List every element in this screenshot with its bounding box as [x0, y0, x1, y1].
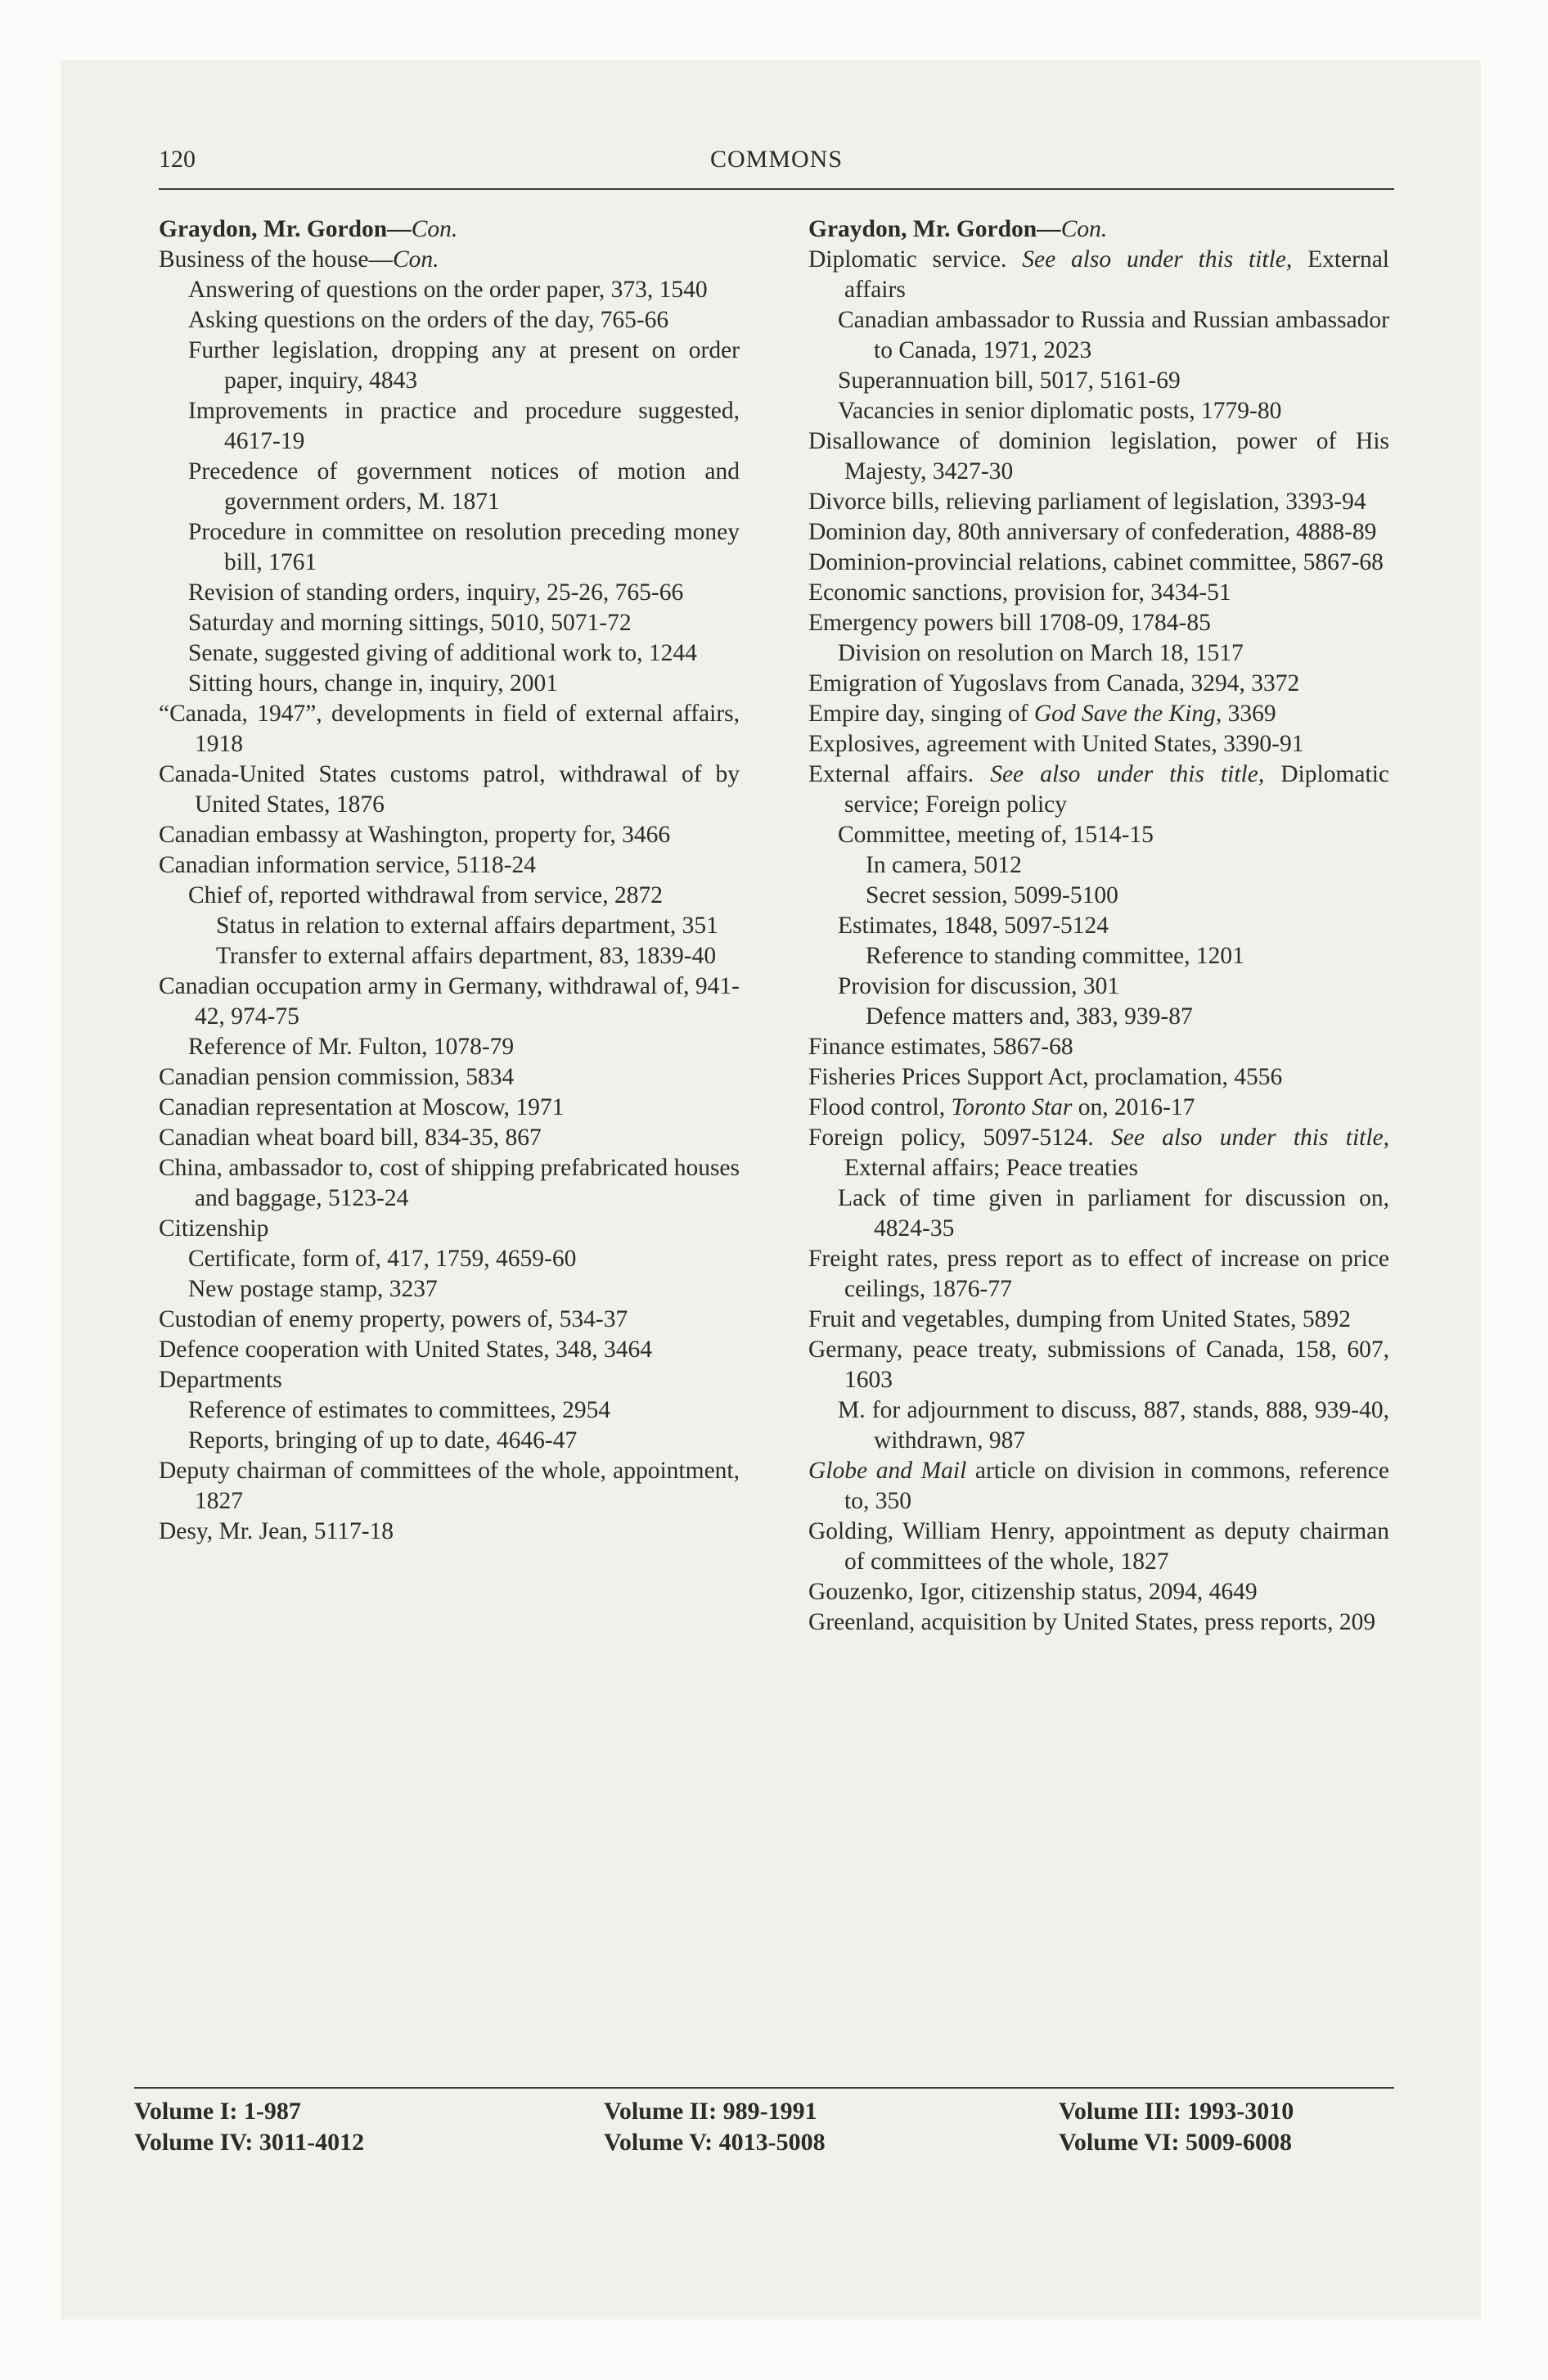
entry-text: Greenland, acquisition by United States, press reports, 209 — [808, 1609, 1376, 1635]
entry-text: Finance estimates, 5867-68 — [808, 1034, 1073, 1060]
index-entry — [808, 487, 1389, 517]
entry-text: Lack of time given in parliament for discussion on, 4824-35 — [838, 1185, 1389, 1242]
index-entry — [808, 638, 1389, 669]
entry-text: New postage stamp, 3237 — [188, 1276, 438, 1302]
entry-text: Business of the house— — [159, 246, 393, 273]
index-entry — [808, 396, 1389, 426]
entry-text: External affairs; Peace treaties — [844, 1155, 1138, 1181]
entry-text: Reference of Mr. Fulton, 1078-79 — [188, 1034, 515, 1060]
index-entry — [159, 1032, 740, 1062]
index-entry — [808, 1335, 1389, 1395]
entry-text: article on division in commons, reference to, 350 — [844, 1458, 1389, 1514]
page-number: 120 — [159, 146, 196, 173]
volume-range: Volume II: 989-1991 — [604, 2098, 817, 2125]
index-entry — [159, 1062, 740, 1093]
entry-text: Sitting hours, change in, inquiry, 2001 — [188, 670, 559, 696]
index-entry — [808, 578, 1389, 608]
index-entry — [159, 941, 740, 971]
entry-text: Defence matters and, 383, 939-87 — [866, 1003, 1193, 1030]
entry-text: Canadian pension commission, 5834 — [159, 1064, 515, 1090]
entry-text: Chief of, reported withdrawal from service, 2872 — [188, 882, 663, 908]
italic-text: Con. — [392, 246, 439, 273]
index-entry — [159, 1365, 740, 1395]
index-entry — [159, 517, 740, 578]
entry-text: Departments — [159, 1367, 282, 1393]
entry-text: Canadian ambassador to Russia and Russian ambassador to Canada, 1971, 2023 — [838, 307, 1389, 363]
entry-text: Division on resolution on March 18, 1517 — [838, 640, 1244, 666]
entry-text: Secret session, 5099-5100 — [866, 882, 1118, 908]
volume-footer — [134, 2097, 1394, 2162]
continued-mark: Con. — [1060, 216, 1108, 242]
index-entry — [808, 426, 1389, 487]
entry-text: Explosives, agreement with United States, 3390-91 — [808, 731, 1304, 757]
entry-text: Reference to standing committee, 1201 — [866, 943, 1244, 969]
entry-text: Custodian of enemy property, powers of, 534-37 — [159, 1306, 628, 1332]
entry-text: Emigration of Yugoslavs from Canada, 3294, 3372 — [808, 670, 1300, 696]
volume-range: Volume IV: 3011-4012 — [134, 2129, 365, 2156]
entry-text: Defence cooperation with United States, 348, 3464 — [159, 1336, 652, 1363]
index-entry — [159, 820, 740, 850]
index-entry — [808, 1517, 1389, 1577]
index-entry — [808, 608, 1389, 638]
index-entry — [808, 941, 1389, 971]
index-entry — [808, 1577, 1389, 1607]
index-entry — [808, 366, 1389, 396]
index-entry — [808, 971, 1389, 1002]
index-entry — [808, 1123, 1389, 1183]
index-entry — [808, 850, 1389, 881]
index-entry — [808, 517, 1389, 548]
entry-text: Reference of estimates to committees, 2954 — [188, 1397, 611, 1423]
index-entry — [159, 850, 740, 881]
index-entry — [159, 1517, 740, 1547]
entry-text: Foreign policy, 5097-5124. — [808, 1125, 1112, 1151]
entry-text: Provision for discussion, 301 — [838, 973, 1120, 999]
index-entry — [159, 638, 740, 669]
index-entry — [808, 1607, 1389, 1638]
continued-mark: Con. — [411, 216, 458, 242]
entry-text: Germany, peace treaty, submissions of Canada, 158, 607, 1603 — [808, 1336, 1389, 1393]
entry-text: Fisheries Prices Support Act, proclamation, 4556 — [808, 1064, 1283, 1090]
entry-text: Committee, meeting of, 1514-15 — [838, 822, 1154, 848]
entry-text: Transfer to external affairs department, 83, 1839-40 — [216, 943, 717, 969]
index-entry — [159, 305, 740, 336]
entry-text: Canadian information service, 5118-24 — [159, 852, 536, 878]
entry-text: Saturday and morning sittings, 5010, 5071-72 — [188, 610, 632, 636]
index-entry — [159, 336, 740, 396]
page-header — [159, 146, 1394, 182]
index-entry — [159, 1153, 740, 1214]
entry-text: Diplomatic service. — [808, 246, 1023, 273]
entry-text: Graydon, Mr. Gordon— — [808, 216, 1061, 242]
entry-text: Canadian representation at Moscow, 1971 — [159, 1094, 565, 1120]
entry-text: Superannuation bill, 5017, 5161-69 — [838, 367, 1181, 394]
index-entry — [808, 1183, 1389, 1244]
index-entry — [808, 245, 1389, 305]
index-entry — [808, 881, 1389, 911]
index-entry — [159, 275, 740, 305]
entry-text: Asking questions on the orders of the day, 765-66 — [188, 307, 669, 333]
index-entry — [159, 578, 740, 608]
index-entry — [808, 1244, 1389, 1305]
index-entry — [808, 1062, 1389, 1093]
entry-text: Freight rates, press report as to effect of increase on price ceilings, 1876-77 — [808, 1246, 1389, 1302]
index-entry — [808, 305, 1389, 366]
italic-text: God Save the King, — [1033, 701, 1222, 727]
entry-text: Precedence of government notices of motion and government orders, M. 1871 — [188, 458, 740, 515]
entry-text: Improvements in practice and procedure suggested, 4617-19 — [188, 398, 740, 454]
entry-text: Certificate, form of, 417, 1759, 4659-60 — [188, 1246, 577, 1272]
entry-text: Economic sanctions, provision for, 3434-51 — [808, 579, 1231, 606]
italic-text: Toronto Star — [951, 1094, 1073, 1120]
entry-text: Golding, William Henry, appointment as deputy chairman of committees of the whole, 1827 — [808, 1518, 1389, 1575]
index-entry — [159, 1274, 740, 1305]
entry-text: Dominion day, 80th anniversary of confederation, 4888-89 — [808, 519, 1377, 545]
index-entry — [159, 1093, 740, 1123]
index-entry — [159, 881, 740, 911]
index-heading — [159, 214, 740, 245]
entry-text: Status in relation to external affairs department, 351 — [216, 913, 718, 939]
italic-text: See also under this title, — [1111, 1125, 1389, 1151]
left-column — [159, 214, 740, 1547]
index-entry — [808, 1305, 1389, 1335]
index-entry — [808, 1032, 1389, 1062]
entry-text: Procedure in committee on resolution preceding money bill, 1761 — [188, 519, 740, 575]
index-heading — [808, 214, 1389, 245]
entry-text: Desy, Mr. Jean, 5117-18 — [159, 1518, 394, 1544]
volume-range: Volume V: 4013-5008 — [604, 2129, 826, 2156]
entry-text: External affairs — [844, 246, 1389, 303]
entry-text: Revision of standing orders, inquiry, 25-26, 765-66 — [188, 579, 684, 606]
entry-text: “Canada, 1947”, developments in field of external affairs, 1918 — [159, 701, 740, 757]
entry-text: Estimates, 1848, 5097-5124 — [838, 913, 1109, 939]
entry-text: Flood control, — [808, 1094, 952, 1120]
entry-text: on, 2016-17 — [1072, 1094, 1195, 1120]
index-entry — [159, 971, 740, 1032]
entry-text: Answering of questions on the order paper, 373, 1540 — [188, 277, 708, 303]
entry-text: Fruit and vegetables, dumping from United States, 5892 — [808, 1306, 1351, 1332]
index-entry — [808, 1002, 1389, 1032]
entry-text: Canadian embassy at Washington, property for, 3466 — [159, 822, 671, 848]
entry-text: Canada-United States customs patrol, withdrawal of by United States, 1876 — [159, 761, 740, 818]
entry-text: External affairs. — [808, 761, 991, 787]
index-entry — [159, 1395, 740, 1426]
entry-text: China, ambassador to, cost of shipping prefabricated houses and baggage, 5123-24 — [159, 1155, 740, 1211]
entry-text: Citizenship — [159, 1215, 269, 1242]
running-head: COMMONS — [709, 146, 844, 173]
index-entry — [808, 669, 1389, 699]
index-entry — [159, 1123, 740, 1153]
index-entry — [159, 1335, 740, 1365]
index-entry — [159, 457, 740, 517]
entry-text: Dominion-provincial relations, cabinet committee, 5867-68 — [808, 549, 1384, 575]
entry-text: Emergency powers bill 1708-09, 1784-85 — [808, 610, 1211, 636]
entry-text: 3369 — [1222, 701, 1276, 727]
index-entry — [808, 729, 1389, 760]
header-rule — [159, 188, 1394, 190]
footer-rule — [134, 2087, 1394, 2089]
index-entry — [808, 1395, 1389, 1456]
index-entry — [159, 608, 740, 638]
index-entry — [159, 245, 740, 275]
entry-text: Senate, suggested giving of additional work to, 1244 — [188, 640, 697, 666]
index-entry — [808, 1093, 1389, 1123]
entry-text: Diplomatic service; Foreign policy — [844, 761, 1389, 818]
volume-range: Volume I: 1-987 — [134, 2098, 301, 2125]
index-entry — [808, 911, 1389, 941]
index-entry — [808, 760, 1389, 820]
index-entry — [159, 1244, 740, 1274]
right-column — [808, 214, 1389, 1638]
index-entry — [159, 760, 740, 820]
entry-text: Deputy chairman of committees of the whole, appointment, 1827 — [159, 1458, 740, 1514]
index-entry — [808, 699, 1389, 729]
index-entry — [159, 669, 740, 699]
index-entry — [159, 1214, 740, 1244]
index-entry — [808, 1456, 1389, 1517]
volume-range: Volume VI: 5009-6008 — [1059, 2129, 1293, 2156]
italic-text: Globe and Mail — [808, 1458, 967, 1484]
entry-text: Graydon, Mr. Gordon— — [159, 216, 412, 242]
entry-text: Canadian occupation army in Germany, withdrawal of, 941-42, 974-75 — [159, 973, 740, 1030]
entry-text: Reports, bringing of up to date, 4646-47 — [188, 1427, 578, 1454]
index-entry — [808, 820, 1389, 850]
entry-text: Disallowance of dominion legislation, power of His Majesty, 3427-30 — [808, 428, 1389, 485]
entry-text: Divorce bills, relieving parliament of legislation, 3393-94 — [808, 489, 1366, 515]
italic-text: See also under this title, — [990, 761, 1265, 787]
entry-text: Gouzenko, Igor, citizenship status, 2094, 4649 — [808, 1579, 1258, 1605]
entry-text: Further legislation, dropping any at present on order paper, inquiry, 4843 — [188, 337, 740, 394]
index-entry — [159, 1456, 740, 1517]
entry-text: Empire day, singing of — [808, 701, 1034, 727]
index-entry — [808, 548, 1389, 578]
index-entry — [159, 1426, 740, 1456]
index-entry — [159, 911, 740, 941]
index-entry — [159, 699, 740, 760]
entry-text: In camera, 5012 — [866, 852, 1022, 878]
volume-range: Volume III: 1993-3010 — [1059, 2098, 1294, 2125]
entry-text: M. for adjournment to discuss, 887, stands, 888, 939-40, withdrawn, 987 — [838, 1397, 1389, 1454]
entry-text: Canadian wheat board bill, 834-35, 867 — [159, 1125, 542, 1151]
index-entry — [159, 396, 740, 457]
entry-text: Vacancies in senior diplomatic posts, 1779-80 — [838, 398, 1282, 424]
italic-text: See also under this title, — [1022, 246, 1293, 273]
index-entry — [159, 1305, 740, 1335]
